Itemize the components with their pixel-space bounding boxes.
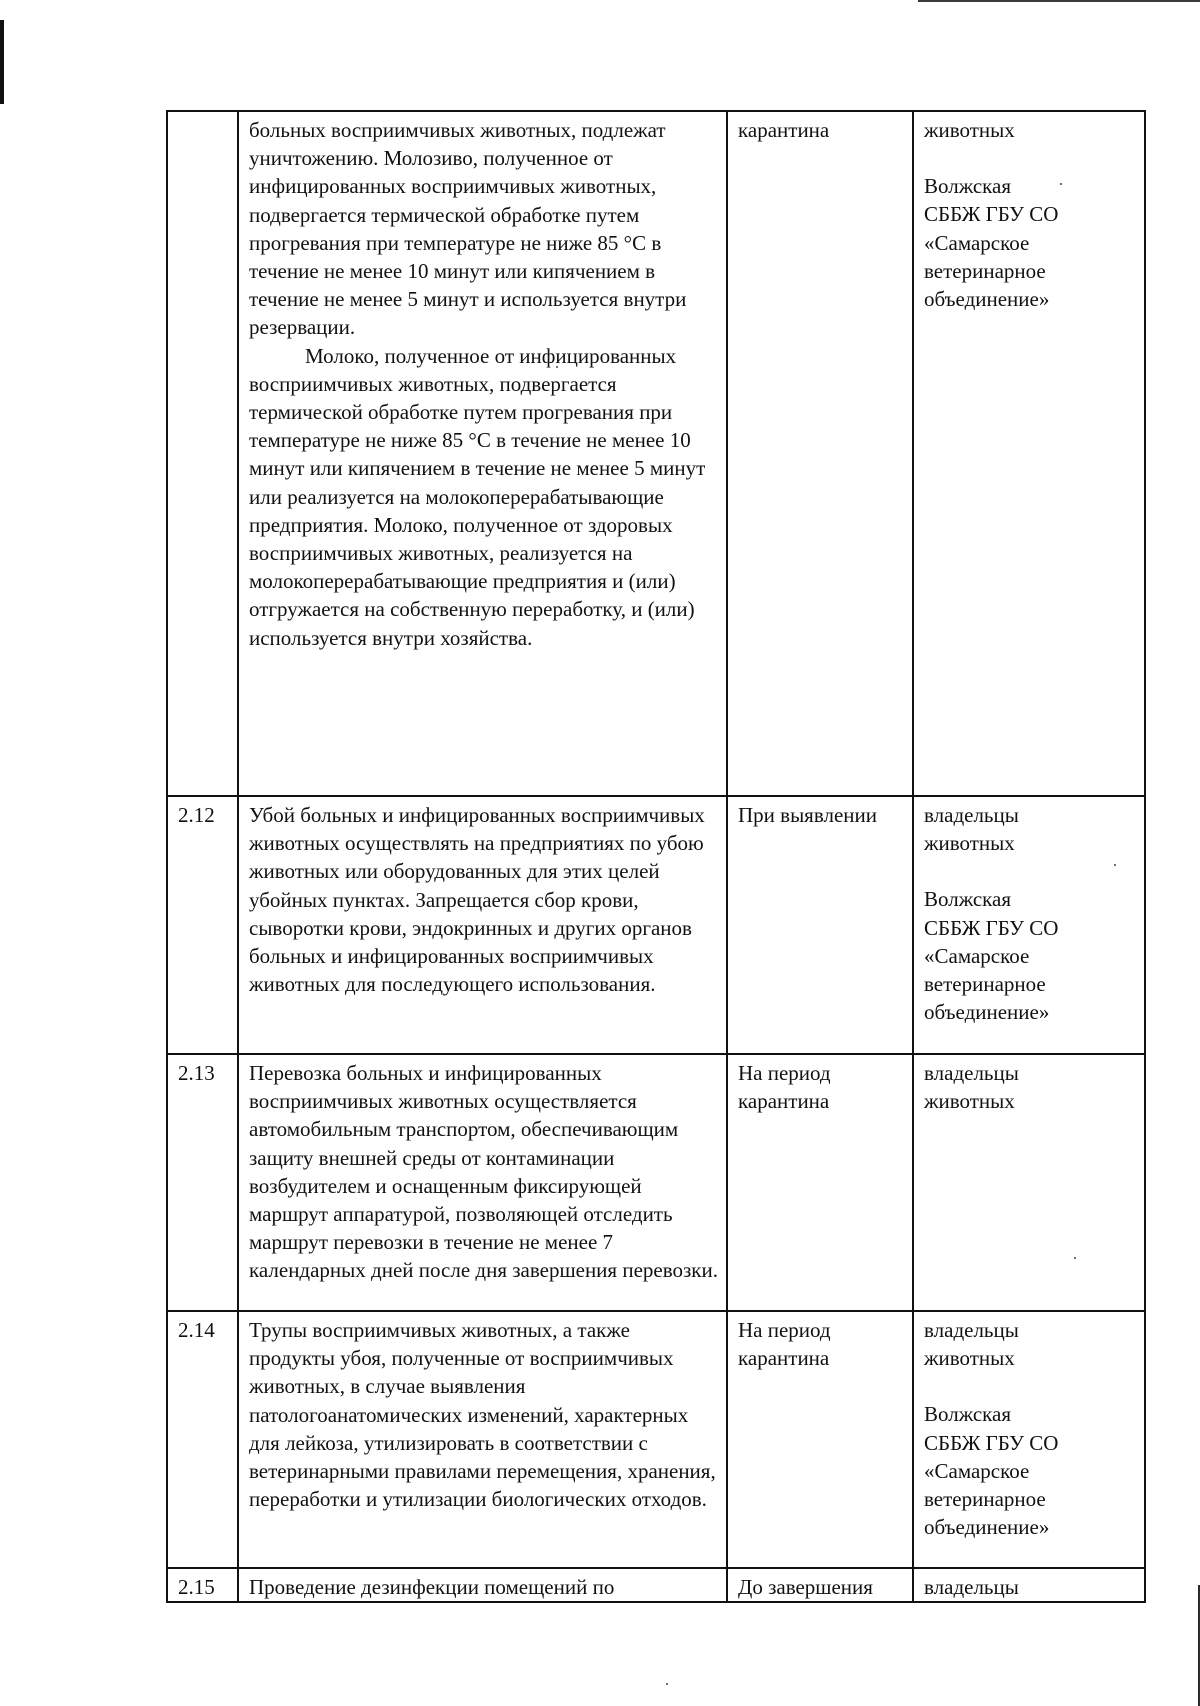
responsible-line: животных bbox=[924, 1346, 1015, 1371]
responsible-line: «Самарское bbox=[924, 230, 1030, 255]
measure-text bbox=[238, 1568, 727, 1602]
responsible-cell bbox=[913, 796, 1145, 1054]
responsible-line: владельцы bbox=[924, 1575, 1019, 1599]
responsible-line: объединение» bbox=[924, 287, 1050, 312]
row-number: 2.12 bbox=[167, 796, 238, 1054]
measures-table bbox=[166, 110, 1146, 1603]
term-cell: При выявлении bbox=[727, 796, 913, 1054]
responsible-line: животных bbox=[924, 1089, 1015, 1114]
measure-paragraph: Трупы восприимчивых животных, а также продукты убоя, полученные от восприимчивых животных, в случае выявления патологоанатомических изменений, характерных для лейкоза, утилизировать в соответствии с ветеринарными правилами перемещения, хранения, переработки и утилизации биологических отходов. bbox=[249, 1318, 716, 1512]
row-number bbox=[167, 111, 238, 796]
responsible-line: владельцы bbox=[924, 1061, 1019, 1085]
responsible-gap bbox=[924, 1372, 1136, 1400]
responsible-line: «Самарское bbox=[924, 1458, 1030, 1483]
responsible-line: Волжская bbox=[924, 887, 1012, 912]
table-row bbox=[167, 1054, 1145, 1311]
responsible-cell bbox=[913, 111, 1145, 796]
responsible-line: ветеринарное bbox=[924, 1487, 1046, 1512]
responsible-line: Волжская bbox=[924, 1402, 1012, 1427]
term-cell: карантина bbox=[727, 111, 913, 796]
responsible-line: объединение» bbox=[924, 1000, 1050, 1025]
measure-paragraph: Молоко, полученное от инфицированных восприимчивых животных, подвергается термической обработке путем прогревания при температуре не ниже 85 °С в течение не менее 10 минут или кипячением в течение не менее 5 минут или реализуется на молокоперерабатывающие предприятия. Молоко, полученное от здоровых восприимчивых животных, реализуется на молокоперерабатывающие предприятия и (или) отгружается на собственную переработку, и (или) используется внутри хозяйства. bbox=[249, 343, 706, 650]
responsible-line: СББЖ ГБУ СО bbox=[924, 915, 1059, 940]
table-row bbox=[167, 796, 1145, 1054]
responsible-line: Волжская bbox=[924, 174, 1012, 199]
term-cell: На период карантина bbox=[727, 1054, 913, 1311]
responsible-gap bbox=[924, 857, 1136, 885]
measure-paragraph: Перевозка больных и инфицированных восприимчивых животных осуществляется автомобильным транспортом, обеспечивающим защиту внешней среды от контаминации возбудителем и оснащенным фиксирующей маршрут аппаратурой, позволяющей отследить маршрут перевозки в течение не менее 7 календарных дней после дня завершения перевозки. bbox=[249, 1061, 718, 1283]
measure-paragraph: Проведение дезинфекции помещений по bbox=[249, 1575, 615, 1599]
term-cell: До завершения bbox=[727, 1568, 913, 1602]
responsible-line: СББЖ ГБУ СО bbox=[924, 202, 1059, 227]
table-row bbox=[167, 1568, 1145, 1602]
responsible-line: животных bbox=[924, 831, 1015, 856]
responsible-line: владельцы bbox=[924, 1318, 1019, 1342]
responsible-cell bbox=[913, 1054, 1145, 1311]
measure-text bbox=[238, 1054, 727, 1311]
responsible-line: владельцы bbox=[924, 803, 1019, 827]
responsible-line: ветеринарное bbox=[924, 972, 1046, 997]
scan-edge-mark bbox=[0, 20, 4, 104]
measure-text bbox=[238, 796, 727, 1054]
measure-text bbox=[238, 111, 727, 796]
responsible-gap bbox=[924, 144, 1136, 172]
responsible-line: «Самарское bbox=[924, 943, 1030, 968]
term-cell: На период карантина bbox=[727, 1311, 913, 1568]
responsible-line: СББЖ ГБУ СО bbox=[924, 1430, 1059, 1455]
scan-speck bbox=[666, 1683, 668, 1685]
table-row bbox=[167, 1311, 1145, 1568]
table-row bbox=[167, 111, 1145, 796]
responsible-line: объединение» bbox=[924, 1515, 1050, 1540]
responsible-line: животных bbox=[924, 118, 1015, 142]
responsible-cell bbox=[913, 1568, 1145, 1602]
measure-paragraph: больных восприимчивых животных, подлежат уничтожению. Молозиво, полученное от инфицированных восприимчивых животных, подвергается термической обработке путем прогревания при температуре не ниже 85 °С в течение не менее 10 минут или кипячением в течение не менее 5 минут и используется внутри резервации. bbox=[249, 118, 687, 340]
responsible-cell bbox=[913, 1311, 1145, 1568]
row-number: 2.13 bbox=[167, 1054, 238, 1311]
row-number: 2.15 bbox=[167, 1568, 238, 1602]
row-number: 2.14 bbox=[167, 1311, 238, 1568]
measure-text bbox=[238, 1311, 727, 1568]
scan-edge-line bbox=[918, 0, 1200, 2]
measure-paragraph: Убой больных и инфицированных восприимчивых животных осуществлять на предприятиях по убою животных или оборудованных для этих целей убойных пунктах. Запрещается сбор крови, сыворотки крови, эндокринных и других органов больных и инфицированных восприимчивых животных для последующего использования. bbox=[249, 803, 705, 997]
responsible-line: ветеринарное bbox=[924, 258, 1046, 283]
